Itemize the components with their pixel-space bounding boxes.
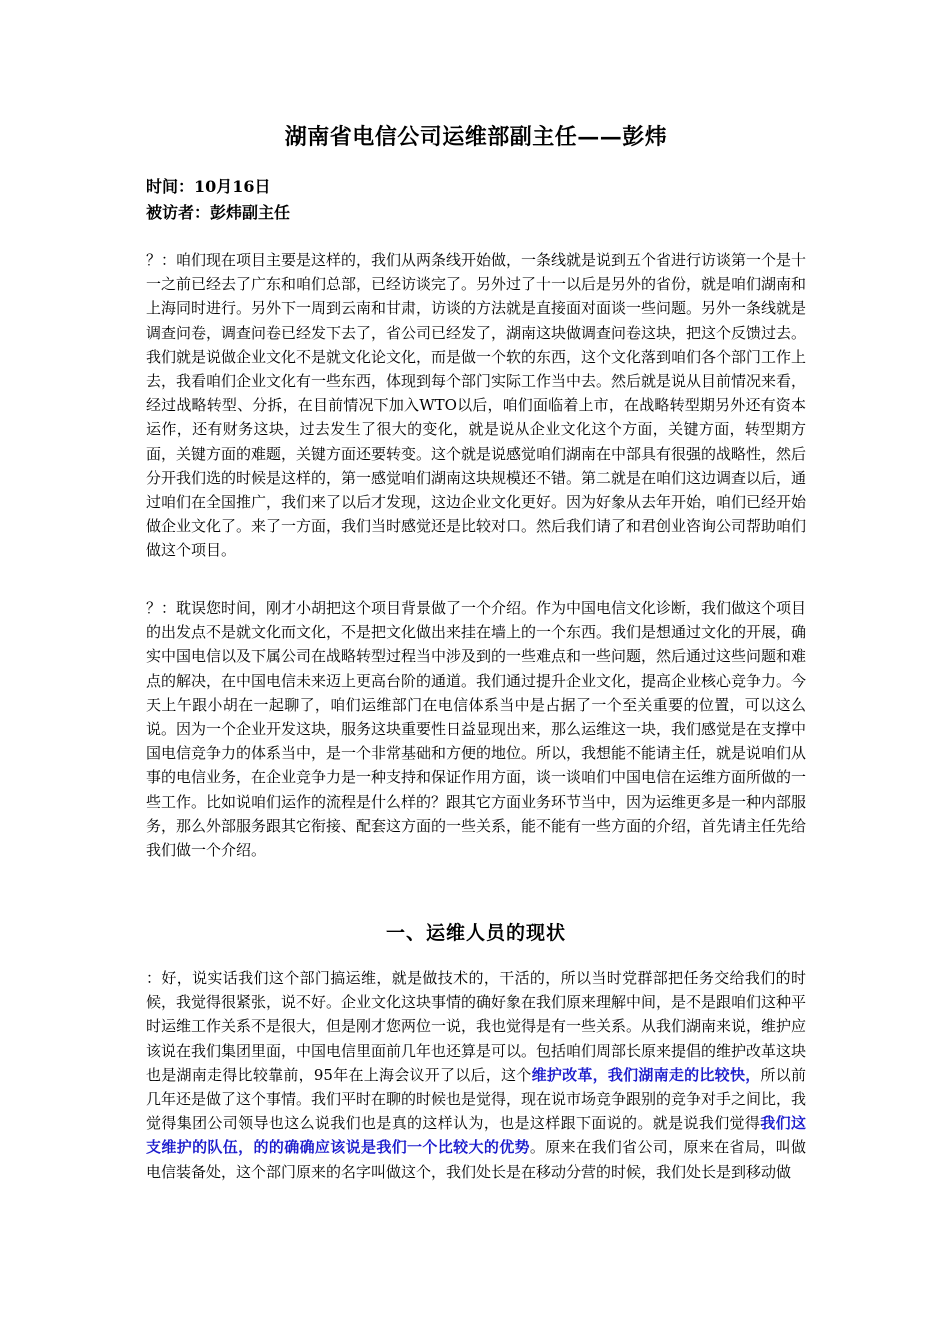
interview-paragraph <box>146 966 806 1184</box>
highlighted-text: 我们这支维护的队伍，的的确确应该说是我们一个比较大的优势 <box>146 1114 806 1157</box>
document-meta <box>146 174 290 226</box>
paragraph-text: 。原来在我们省公司，原来在省局，叫做电信装备处，这个部门原来的名字叫做这个，我们处长是在移动分营的时候，我们处长是到移动做 <box>146 1138 806 1181</box>
meta-interviewee: 被访者：彭炜副主任 <box>146 203 291 222</box>
meta-time: 时间：10月16日 <box>146 177 271 196</box>
highlighted-text: 维护改革，我们湖南走的比较快， <box>531 1065 761 1084</box>
section-heading: 一、运维人员的现状 <box>385 922 566 944</box>
interview-paragraph: ？：咱们现在项目主要是这样的，我们从两条线开始做，一条线就是说到五个省进行访谈第一个是十一之前已经去了广东和咱们总部，已经访谈完了。另外过了十一以后是另外的省份，就是咱们湖南和上海同时进行。另外下一周到云南和甘肃，访谈的方法就是直接面对面谈一些问题。另外一条线就是调查问卷，调查问卷已经发下去了，省公司已经发了，湖南这块做调查问卷这块，把这个反馈过去。我们就是说做企业文化不是就文化论文化，而是做一个软的东西，这个文化落到咱们各个部门工作上去，我看咱们企业文化有一些东西，体现到每个部门实际工作当中去。然后就是说从目前情况来看，经过战略转型、分拆，在目前情况下加入WTO以后，咱们面临着上市，在战略转型期另外还有资本运作，还有财务这块，过去发生了很大的变化，就是说从企业文化这个方面，关键方面，转型期方面，关键方面的难题，关键方面还要转变。这个就是说感觉咱们湖南在中部具有很强的战略性，然后分开我们选的时候是这样的，第一感觉咱们湖南这块规模还不错。第二就是在咱们这边调查以后，通过咱们在全国推广，我们来了以后才发现，这边企业文化更好。因为好象从去年开始，咱们已经开始做企业文化了。来了一方面，我们当时感觉还是比较对口。然后我们请了和君创业咨询公司帮助咱们做这个项目。 <box>146 251 807 560</box>
paragraph-text: 所以前几年还是做了这个事情。我们平时在聊的时候也是觉得，现在说市场竞争跟别的竞争对手之间比，我觉得集团公司领导也这么说我们也是真的这样认为，也是这样跟下面说的。就是说我们觉得 <box>146 1065 807 1133</box>
paragraph-text: ：好，说实话我们这个部门搞运维，就是做技术的，干活的，所以当时党群部把任务交给我们的时候，我觉得很紧张，说不好。企业文化这块事情的确好象在我们原来理解中间，是不是跟咱们这种平时运维工作关系不是很大，但是刚才您两位一说，我也觉得是有一些关系。从我们湖南来说，维护应该说在我们集团里面，中国电信里面前几年也还算是可以。包括咱们周部长原来提倡的维护改革这块也是湖南走得比较靠前，95年在上海会议开了以后，这个 <box>146 969 807 1084</box>
interview-paragraph: ？：耽误您时间，刚才小胡把这个项目背景做了一个介绍。作为中国电信文化诊断，我们做这个项目的出发点不是就文化而文化，不是把文化做出来挂在墙上的一个东西。我们是想通过文化的开展，确实中国电信以及下属公司在战略转型过程当中涉及到的一些难点和一些问题，然后通过这些问题和难点的解决，在中国电信未来迈上更高台阶的通道。我们通过提升企业文化，提高企业核心竞争力。今天上午跟小胡在一起聊了，咱们运维部门在电信体系当中是占据了一个至关重要的位置，可以这么说。因为一个企业开发这块，服务这块重要性日益显现出来，那么运维这一块，我们感觉是在支撑中国电信竞争力的体系当中，是一个非常基础和方便的地位。所以，我想能不能请主任，就是说咱们从事的电信业务，在企业竞争力是一种支持和保证作用方面，谈一谈咱们中国电信在运维方面所做的一些工作。比如说咱们运作的流程是什么样的？跟其它方面业务环节当中，因为运维更多是一种内部服务，那么外部服务跟其它衔接、配套这方面的一些关系，能不能有一些方面的介绍，首先请主任先给我们做一个介绍。 <box>146 599 807 860</box>
document-title: 湖南省电信公司运维部副主任——彭炜 <box>284 124 668 150</box>
